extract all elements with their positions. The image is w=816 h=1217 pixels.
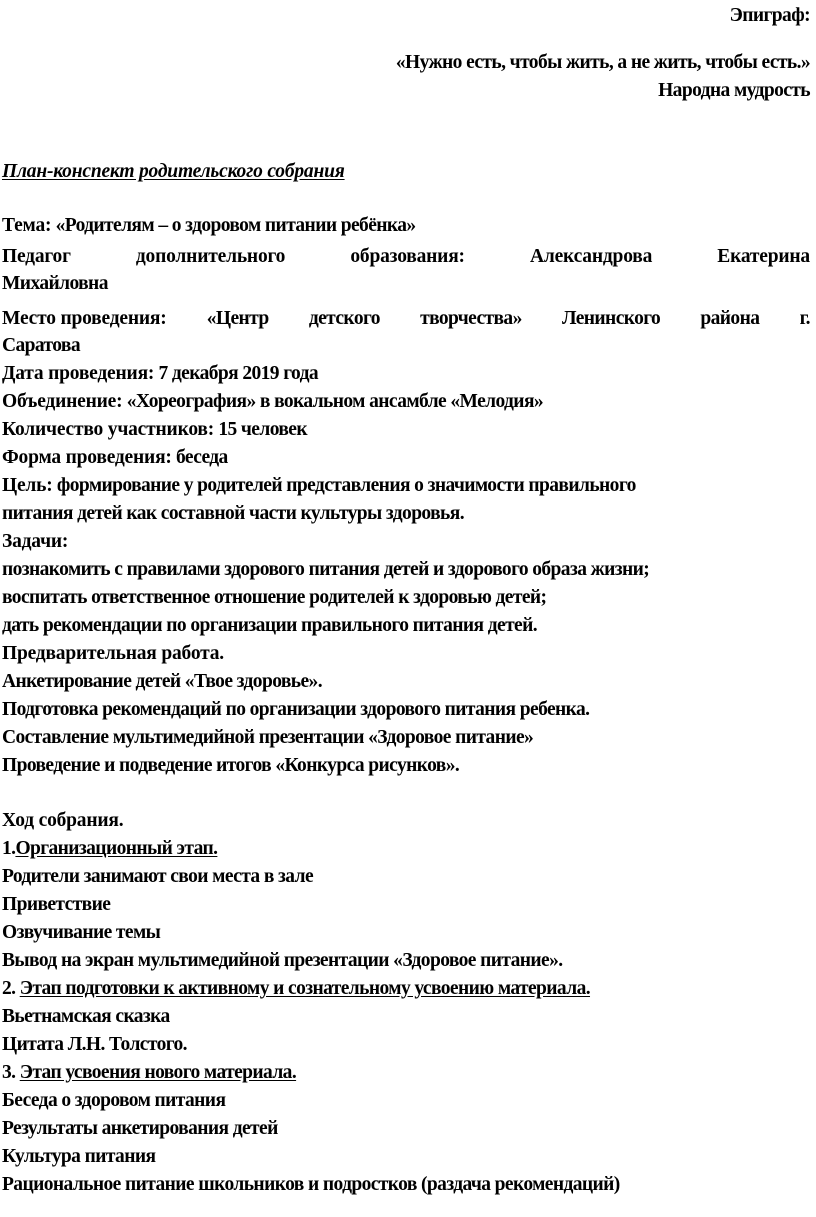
prep-heading: Предварительная работа.: [2, 643, 224, 664]
document-title: План-конспект родительского собрания: [2, 161, 345, 182]
task-item: дать рекомендации по организации правильного питания детей.: [2, 615, 538, 636]
epigraph-label: Эпиграф:: [729, 5, 810, 26]
teacher-word: Александрова: [529, 246, 653, 267]
stage-3-item: Результаты анкетирования детей: [2, 1118, 278, 1139]
place-word: детского: [308, 308, 380, 329]
stage-2-item: Вьетнамская сказка: [2, 1006, 170, 1027]
stage-2-item: Цитата Л.Н. Толстого.: [2, 1034, 187, 1055]
stage-2-number: 2.: [2, 978, 20, 999]
goal-cont: питания детей как составной части культуры здоровья.: [2, 503, 464, 524]
epigraph-source: Народна мудрость: [658, 80, 810, 101]
tasks-heading: Задачи:: [2, 531, 69, 552]
prep-item: Подготовка рекомендаций по организации здорового питания ребенка.: [2, 699, 590, 720]
teacher-name-cont: Михайловна: [2, 273, 108, 294]
stage-3-item: Рациональное питание школьников и подростков (раздача рекомендаций): [2, 1174, 620, 1195]
place-label: Место проведения:: [2, 308, 167, 329]
stage-1-number: 1.: [2, 838, 16, 859]
place-word: г.: [799, 308, 810, 329]
place-word: творчества»: [420, 308, 522, 329]
stage-3-item: Беседа о здоровом питания: [2, 1090, 226, 1111]
stage-1-item: Озвучивание темы: [2, 922, 161, 943]
theme-label: Тема:: [2, 215, 52, 236]
teacher-line: [2, 245, 810, 269]
place-line: [2, 307, 810, 331]
stage-1-title: Организационный этап.: [15, 838, 218, 859]
form-value: беседа: [171, 447, 228, 468]
teacher-word: Педагог: [2, 246, 71, 267]
task-item: познакомить с правилами здорового питания детей и здорового образа жизни;: [2, 559, 650, 580]
stage-1-item: Приветствие: [2, 894, 111, 915]
stage-3-title-line: [2, 1061, 810, 1085]
stage-1-item: Вывод на экран мультимедийной презентации «Здоровое питание».: [2, 950, 563, 971]
association-value: «Хореография» в вокальном ансамбле «Мелодия»: [122, 391, 544, 412]
participants-value: 15 человек: [214, 419, 307, 440]
place-word: района: [700, 308, 760, 329]
participants-line: [2, 418, 810, 442]
teacher-word: Екатерина: [717, 246, 810, 267]
theme-value: «Родителям – о здоровом питании ребёнка»: [51, 215, 416, 236]
stage-1-title-line: [2, 837, 810, 861]
theme-line: [2, 214, 810, 238]
association-line: [2, 390, 810, 414]
participants-label: Количество участников:: [2, 419, 215, 440]
date-label: Дата проведения:: [2, 363, 155, 384]
place-word: Ленинского: [561, 308, 661, 329]
prep-item: Проведение и подведение итогов «Конкурса рисунков».: [2, 755, 460, 776]
association-label: Объединение:: [2, 391, 123, 412]
prep-item: Составление мультимедийной презентации «Здоровое питание»: [2, 727, 534, 748]
stage-3-number: 3.: [2, 1062, 20, 1083]
course-heading: Ход собрания.: [2, 810, 124, 831]
teacher-word: дополнительного: [135, 246, 286, 267]
teacher-word: образования:: [350, 246, 465, 267]
date-value: 7 декабря 2019 года: [154, 363, 318, 384]
date-line: [2, 362, 810, 386]
form-label: Форма проведения:: [2, 447, 172, 468]
stage-3-title: Этап усвоения нового материала.: [19, 1062, 297, 1083]
stage-2-title: Этап подготовки к активному и сознательному усвоению материала.: [19, 978, 591, 999]
task-item: воспитать ответственное отношение родителей к здоровью детей;: [2, 587, 547, 608]
place-cont: Саратова: [2, 335, 80, 356]
form-line: [2, 446, 810, 470]
place-word: «Центр: [206, 308, 269, 329]
goal-value: формирование у родителей представления о значимости правильного: [52, 475, 636, 496]
epigraph-quote: «Нужно есть, чтобы жить, а не жить, чтобы есть.»: [395, 52, 810, 73]
goal-line: [2, 474, 810, 498]
stage-2-title-line: [2, 977, 810, 1001]
goal-label: Цель:: [2, 475, 53, 496]
stage-3-item: Культура питания: [2, 1146, 156, 1167]
stage-1-item: Родители занимают свои места в зале: [2, 866, 313, 887]
prep-item: Анкетирование детей «Твое здоровье».: [2, 671, 322, 692]
